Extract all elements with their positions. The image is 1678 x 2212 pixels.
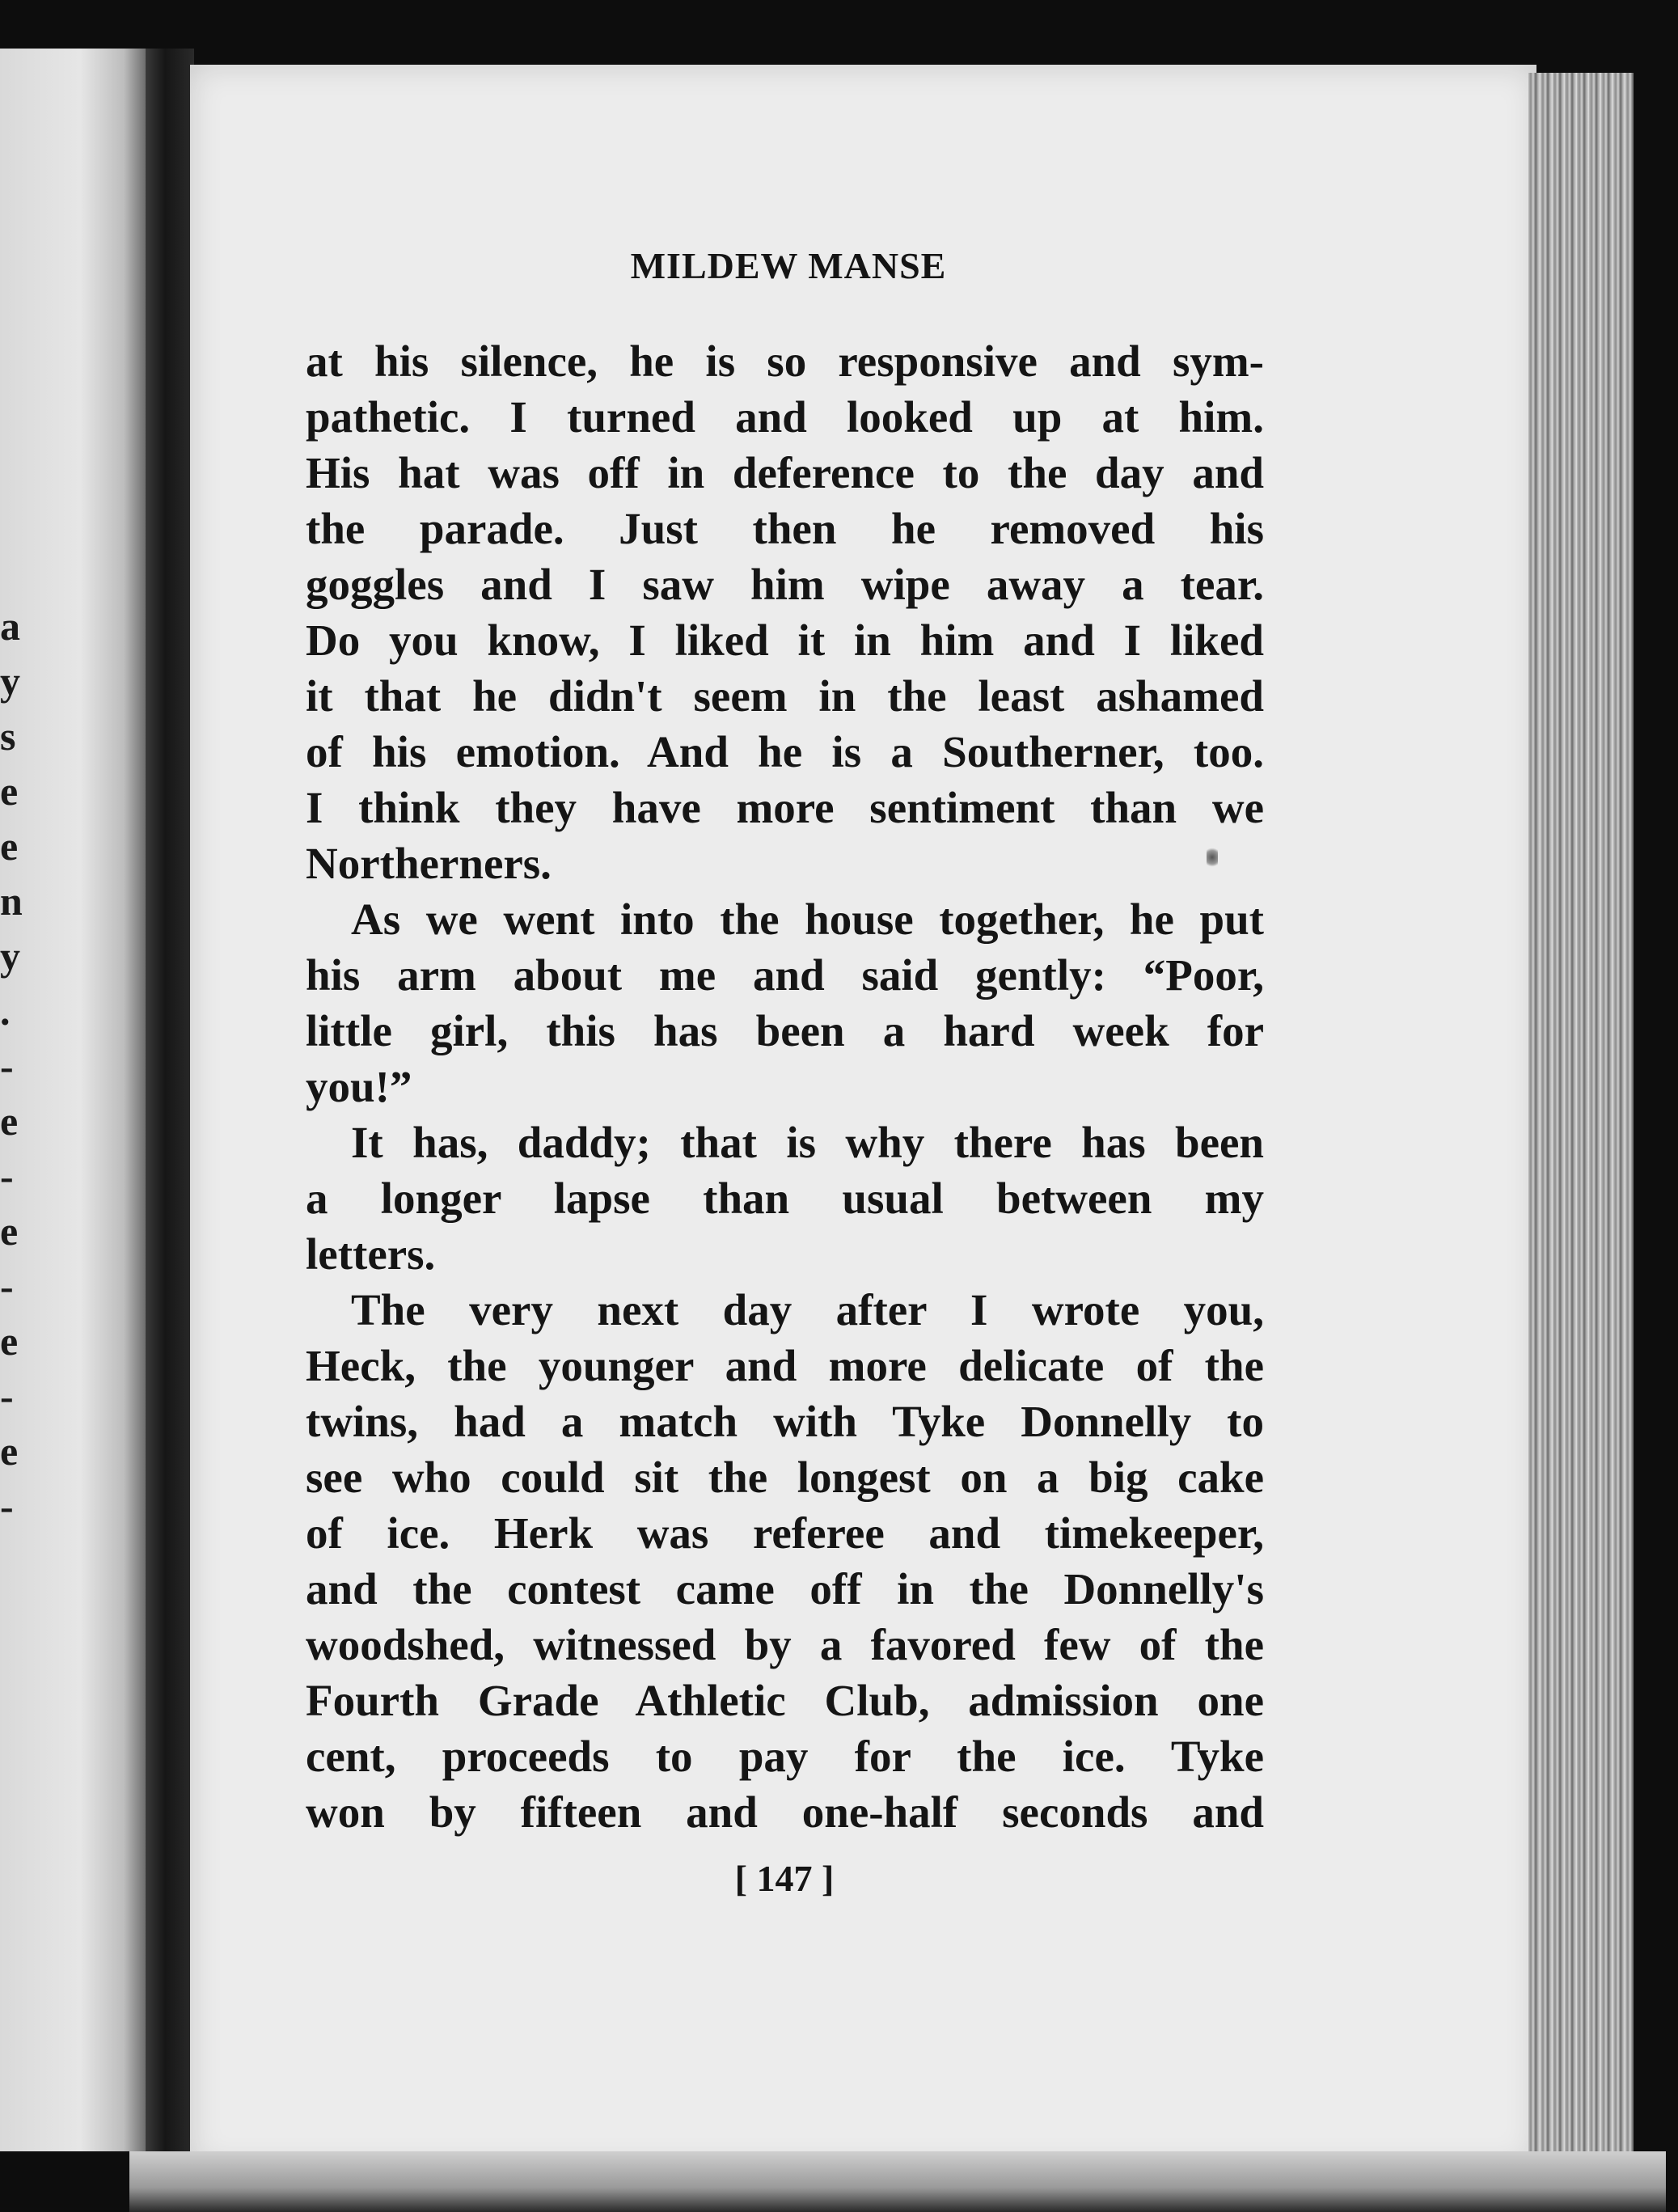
text-line: of ice. Herk was referee and timekeeper, — [306, 1508, 1264, 1558]
text-line: It has, daddy; that is why there has been — [351, 1118, 1264, 1167]
text-line: you!” — [306, 1062, 412, 1111]
left-page-letter: e — [0, 768, 19, 814]
page-bottom-edge — [129, 2151, 1666, 2212]
book-gutter — [146, 49, 194, 2151]
text-line: it that he didn't seem in the least ashamed — [306, 671, 1264, 721]
left-page-letter: - — [0, 1043, 14, 1089]
left-page-edge — [0, 49, 146, 2151]
text-line: Fourth Grade Athletic Club, admission one — [306, 1676, 1264, 1725]
running-head: MILDEW MANSE — [630, 245, 947, 286]
left-page-letter: n — [0, 878, 23, 924]
left-page-letter: e — [0, 1428, 19, 1474]
left-page-letters — [0, 598, 24, 1533]
text-line: the parade. Just then he removed his — [306, 504, 1264, 553]
text-line: Heck, the younger and more delicate of the — [306, 1341, 1264, 1390]
left-page-letter: - — [0, 1483, 14, 1529]
text-line: won by fifteen and one-half seconds and — [306, 1787, 1264, 1837]
text-line: his arm about me and said gently: “Poor, — [306, 950, 1264, 1000]
text-line: As we went into the house together, he put — [351, 895, 1264, 944]
left-page-letter: e — [0, 823, 19, 869]
text-line: The very next day after I wrote you, — [351, 1285, 1264, 1334]
left-page-letter: - — [0, 1153, 14, 1199]
left-page-letter: - — [0, 1373, 14, 1419]
left-page-letter: a — [0, 603, 20, 649]
text-line: a longer lapse than usual between my — [306, 1174, 1264, 1223]
text-line: twins, had a match with Tyke Donnelly to — [306, 1397, 1264, 1446]
text-line: and the contest came off in the Donnelly's — [306, 1564, 1264, 1614]
text-line: His hat was off in deference to the day and — [306, 448, 1264, 497]
text-line: of his emotion. And he is a Southerner, too. — [306, 727, 1264, 776]
body-text — [306, 333, 1264, 1840]
print-speck — [1207, 845, 1218, 869]
page-number: [ 147 ] — [734, 1858, 835, 1899]
left-page-letter: s — [0, 713, 16, 759]
left-page-letter: e — [0, 1098, 19, 1144]
text-line: pathetic. I turned and looked up at him. — [306, 392, 1264, 442]
text-line: cent, proceeds to pay for the ice. Tyke — [306, 1732, 1264, 1781]
text-line: see who could sit the longest on a big cake — [306, 1453, 1264, 1502]
left-page-letter: y — [0, 933, 20, 979]
left-page-letter: . — [0, 988, 11, 1034]
text-line: Do you know, I liked it in him and I liked — [306, 615, 1264, 665]
text-line: goggles and I saw him wipe away a tear. — [306, 560, 1264, 609]
left-page-letter: e — [0, 1318, 19, 1364]
page-edges — [1528, 73, 1634, 2168]
left-page-letter: y — [0, 658, 20, 704]
text-line: at his silence, he is so responsive and sym- — [306, 336, 1264, 386]
text-line: Northerners. — [306, 839, 552, 888]
left-page-letter: - — [0, 1263, 14, 1309]
text-line: little girl, this has been a hard week for — [306, 1006, 1264, 1055]
text-line: letters. — [306, 1229, 436, 1279]
text-line: woodshed, witnessed by a favored few of the — [306, 1620, 1264, 1669]
text-line: I think they have more sentiment than we — [306, 783, 1264, 832]
left-page-letter: e — [0, 1208, 19, 1254]
